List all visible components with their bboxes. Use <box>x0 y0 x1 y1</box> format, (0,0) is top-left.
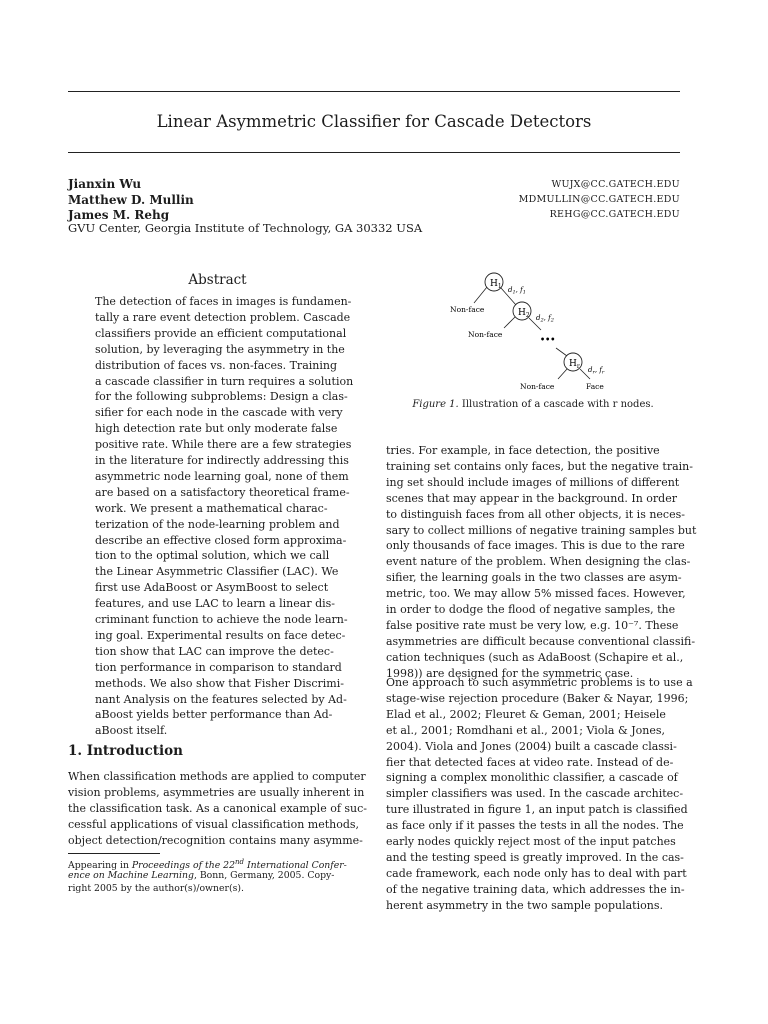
text-line: features, and use LAC to learn a linear dis- <box>95 597 336 611</box>
caption-label: Figure 1. <box>412 399 459 410</box>
author-name: James M. Rehg <box>68 208 170 222</box>
text-line: in the literature for indirectly addressing this <box>95 454 349 467</box>
footnote-rule <box>68 853 160 854</box>
text-line: aBoost itself. <box>95 724 168 738</box>
text-line: and the testing speed is greatly improved. In the cas- <box>386 850 684 864</box>
author-name: Jianxin Wu <box>68 177 142 191</box>
edge-label: $d_2$, $f_2$ <box>536 314 554 324</box>
text-line: distribution of faces vs. non-faces. Training <box>95 358 337 372</box>
text-line: for the following subproblems: Design a clas- <box>95 390 348 404</box>
text-line: cessful applications of visual classification methods, <box>68 817 360 831</box>
edge-line <box>558 369 567 379</box>
footnote-rest: , Bonn, Germany, 2005. Copy- <box>193 870 335 881</box>
author-name: Matthew D. Mullin <box>68 193 194 207</box>
edge-label: $d_r$, $f_r$ <box>588 366 605 376</box>
text-line: high detection rate but only moderate false <box>95 422 338 436</box>
node-label: $H_r$ <box>569 359 580 370</box>
text-line: solution, by leveraging the asymmetry in the <box>95 342 345 356</box>
text-line: of the negative training data, which addresses the in- <box>386 882 685 896</box>
node-label: $H_1$ <box>490 279 502 290</box>
figure-caption <box>386 398 680 412</box>
text-line: tally a rare event detection problem. Cascade <box>95 310 351 324</box>
node-label: $H_2$ <box>518 308 530 319</box>
author-email: MDMULLIN@CC.GATECH.EDU <box>518 194 680 205</box>
text-line: ture illustrated in figure 1, an input patch is classified <box>386 803 688 817</box>
text-line: describe an effective closed form approxima- <box>95 533 347 547</box>
text-line: ing set should include images of millions of different <box>386 475 680 489</box>
text-line: sifier, the learning goals in the two classes are asym- <box>386 571 682 585</box>
edge-line <box>556 348 567 356</box>
edge-line <box>474 287 487 303</box>
footnote-sup: nd <box>235 858 244 866</box>
face-label: Face <box>586 382 604 391</box>
nonface-label: Non-face <box>450 305 485 314</box>
text-line: event nature of the problem. When designing the clas- <box>386 555 691 569</box>
text-line: as face only if it passes the tests in all the nodes. The <box>386 819 684 833</box>
text-line: classifiers provide an efficient computational <box>95 326 347 340</box>
text-line: criminant function to achieve the node learn- <box>95 613 348 626</box>
text-line: Elad et al., 2002; Fleuret & Geman, 2001; Heisele <box>386 707 666 721</box>
text-line: terization of the node-learning problem and <box>95 517 340 531</box>
text-line: false positive rate must be very low, e.g. 10⁻⁷. These <box>386 618 679 632</box>
text-line: vision problems, asymmetries are usually inherent in <box>68 785 365 799</box>
text-line: The detection of faces in images is fundamen- <box>95 295 352 308</box>
text-line: cation techniques (such as AdaBoost (Schapire et al., <box>386 650 684 664</box>
text-line: metric, too. We may allow 5% missed faces. However, <box>386 587 686 601</box>
author-email: WUJX@CC.GATECH.EDU <box>551 179 680 190</box>
text-line: the classification task. As a canonical example of suc- <box>68 801 368 815</box>
text-line: tion performance in comparison to standard <box>95 660 342 674</box>
nonface-label: Non-face <box>520 382 555 391</box>
nonface-label: Non-face <box>468 330 503 339</box>
text-line: et al., 2001; Romdhani et al., 2001; Viola & Jones, <box>386 723 666 737</box>
text-line: a cascade classifier in turn requires a solution <box>95 374 354 388</box>
text-line: scenes that may appear in the background. In order <box>386 491 677 505</box>
abstract-heading: Abstract <box>188 272 247 288</box>
text-line: signing a complex monolithic classifier, a cascade of <box>386 771 678 785</box>
text-line: 1998)) are designed for the symmetric case. <box>386 666 634 680</box>
section-heading: 1. Introduction <box>68 743 183 759</box>
text-line: tries. For example, in face detection, the positive <box>386 444 660 457</box>
text-line: sifier for each node in the cascade with very <box>95 406 343 420</box>
footnote-venue: Proceedings of the 22 <box>131 860 235 872</box>
text-line: simpler classifiers was used. In the cascade architec- <box>386 787 684 801</box>
text-line: fier that detected faces at video rate. Instead of de- <box>386 755 674 769</box>
text-line: only thousands of face images. This is due to the rare <box>386 539 685 553</box>
text-line: in order to dodge the flood of negative samples, the <box>386 603 676 616</box>
text-line: the Linear Asymmetric Classifier (LAC). We <box>95 565 339 579</box>
text-line: sary to collect millions of negative training samples but <box>386 523 697 537</box>
footnote-venue: International Confer- <box>244 860 347 872</box>
footnote-line <box>68 869 334 882</box>
text-line: tion show that LAC can improve the detec- <box>95 644 334 658</box>
text-line: training set contains only faces, but the negative train- <box>386 459 693 473</box>
title-rule <box>68 152 680 153</box>
text-line: When classification methods are applied to computer <box>68 770 366 783</box>
text-line: herent asymmetry in the two sample populations. <box>386 898 663 912</box>
text-line: ing goal. Experimental results on face detec- <box>95 628 346 642</box>
footnote-line: right 2005 by the author(s)/owner(s). <box>68 883 244 894</box>
caption-text: Illustration of a cascade with r nodes. <box>458 399 654 410</box>
text-line: stage-wise rejection procedure (Baker & Nayar, 1996; <box>386 691 689 705</box>
text-line: asymmetries are difficult because conventional classifi- <box>386 634 696 648</box>
footnote-prefix: Appearing in <box>68 860 132 872</box>
text-line: One approach to such asymmetric problems is to use a <box>386 676 693 689</box>
text-line: 2004). Viola and Jones (2004) built a cascade classi- <box>386 739 677 753</box>
text-line: work. We present a mathematical charac- <box>95 501 328 515</box>
author-email: REHG@CC.GATECH.EDU <box>549 209 680 220</box>
text-line: positive rate. While there are a few strategies <box>95 438 352 452</box>
top-rule <box>68 91 680 92</box>
text-line: tion to the optimal solution, which we call <box>95 549 330 563</box>
text-line: methods. We also show that Fisher Discrimi- <box>95 676 344 690</box>
text-line: first use AdaBoost or AsymBoost to select <box>95 581 329 595</box>
affiliation: GVU Center, Georgia Institute of Technology, GA 30332 USA <box>68 221 423 235</box>
edge-line <box>504 317 515 328</box>
text-line: early nodes quickly reject most of the input patches <box>386 835 676 848</box>
text-line: nant Analysis on the features selected by Ad- <box>95 692 347 706</box>
text-line: cade framework, each node only has to deal with part <box>386 866 687 880</box>
footnote-venue: ence on Machine Learning <box>68 870 194 881</box>
paper-title: Linear Asymmetric Classifier for Cascade Detectors <box>156 112 592 131</box>
edge-label: $d_1$, $f_1$ <box>508 286 526 296</box>
ellipsis: ••• <box>540 334 556 344</box>
text-line: object detection/recognition contains many asymme- <box>68 833 363 847</box>
text-line: to distinguish faces from all other objects, it is neces- <box>386 507 685 521</box>
text-line: aBoost yields better performance than Ad- <box>95 708 333 722</box>
text-line: asymmetric node learning goal, none of them <box>95 469 349 483</box>
cascade-figure <box>440 268 630 396</box>
text-line: are based on a satisfactory theoretical frame- <box>95 485 350 499</box>
